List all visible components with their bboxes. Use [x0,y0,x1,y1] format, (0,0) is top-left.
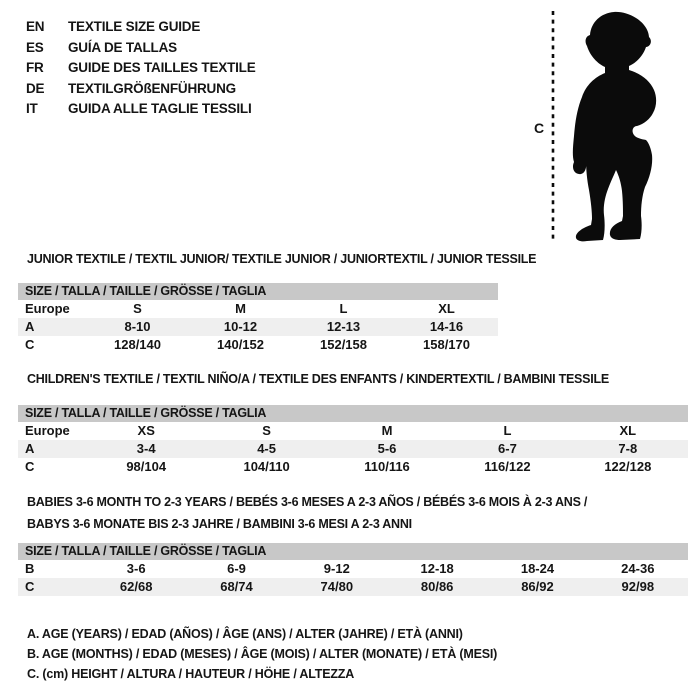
size-header-bar: SIZE / TALLA / TAILLE / GRÖSSE / TAGLIA [18,405,688,422]
size-header-bar: SIZE / TALLA / TAILLE / GRÖSSE / TAGLIA [18,543,688,560]
table-row-europe [18,422,688,440]
height-cell: 116/122 [484,459,531,474]
babies-size-table [18,543,688,596]
size-cell: XS [137,423,155,438]
size-header-bar: SIZE / TALLA / TAILLE / GRÖSSE / TAGLIA [18,283,498,300]
height-cell: 140/152 [217,337,264,352]
age-cell: 6-7 [498,441,517,456]
language-title-list [26,17,256,120]
row-label: Europe [25,423,70,438]
age-cell: 4-5 [257,441,276,456]
age-cell: 24-36 [621,561,655,576]
language-row-fr [26,58,256,79]
table-row-age [18,440,688,458]
legend-age-months: B. AGE (MONTHS) / EDAD (MESES) / ÂGE (MOIS) / ALTER (MONATE) / ETÀ (MESI) [27,647,498,661]
children-table-title: CHILDREN'S TEXTILE / TEXTIL NIÑO/A / TEXTILE DES ENFANTS / KINDERTEXTIL / BAMBINI TESSILE [27,372,609,386]
size-cell: L [503,423,512,438]
language-code: DE [26,80,45,96]
row-label: C [25,337,35,352]
table-row-age-months [18,560,688,578]
row-label: A [25,441,35,456]
table-row-age [18,318,498,336]
age-cell: 6-9 [227,561,246,576]
height-cell: 92/98 [621,579,655,594]
measure-legend [27,624,497,684]
baby-silhouette-graphic [528,4,688,250]
language-row-de [26,79,256,100]
legend-height-cm: C. (cm) HEIGHT / ALTURA / HAUTEUR / HÖHE / ALTEZZA [27,667,355,681]
babies-title-line-1: BABIES 3-6 MONTH TO 2-3 YEARS / BEBÉS 3-6 MESES A 2-3 AÑOS / BÉBÉS 3-6 MOIS À 2-3 ANS / [27,495,588,509]
age-cell: 14-16 [429,319,464,334]
language-code: IT [26,101,38,116]
age-cell: 7-8 [618,441,638,456]
age-cell: 12-18 [420,561,454,576]
language-row-en [26,17,256,38]
language-row-it [26,99,256,120]
size-cell: S [262,423,271,438]
table-row-europe [18,300,498,318]
age-cell: 9-12 [323,561,350,576]
junior-table-title: JUNIOR TEXTILE / TEXTIL JUNIOR/ TEXTILE JUNIOR / JUNIORTEXTIL / JUNIOR TESSILE [27,252,537,266]
height-cell: 86/92 [521,579,554,594]
size-cell: M [235,301,246,316]
language-title: GUÍA DE TALLAS [68,39,177,55]
baby-silhouette [573,12,656,241]
age-cell: 10-12 [223,319,258,334]
height-cell: 98/104 [126,459,167,474]
junior-size-table [18,283,498,354]
row-label: C [25,579,35,594]
height-cell: 158/170 [423,337,470,352]
language-title: GUIDE DES TAILLES TEXTILE [68,60,256,75]
size-cell: S [133,301,142,316]
age-cell: 8-10 [124,319,151,334]
table-row-height [18,458,688,476]
height-measure-label: C [534,120,545,136]
language-code: ES [26,39,44,55]
height-cell: 104/110 [243,459,290,474]
babies-table-title [27,491,587,535]
height-cell: 128/140 [114,337,161,352]
size-cell: M [381,423,393,438]
row-label: C [25,459,35,474]
row-label: B [25,561,35,576]
height-cell: 152/158 [320,337,367,352]
language-title: GUIDA ALLE TAGLIE TESSILI [68,101,252,116]
age-cell: 3-4 [136,441,156,456]
row-label: A [25,319,35,334]
size-cell: XL [438,301,455,316]
age-cell: 5-6 [377,441,397,456]
table-row-height [18,336,498,354]
height-cell: 80/86 [420,579,454,594]
height-cell: 122/128 [604,459,652,474]
language-row-es [26,38,256,59]
row-label: Europe [25,301,70,316]
age-cell: 3-6 [126,561,146,576]
babies-title-line-2: BABYS 3-6 MONATE BIS 2-3 JAHRE / BAMBINI 3-6 MESI A 2-3 ANNI [27,517,412,531]
children-size-table [18,405,688,476]
height-cell: 110/116 [364,459,410,474]
age-cell: 18-24 [520,561,555,576]
height-cell: 62/68 [119,579,153,594]
language-title: TEXTILGRÖßENFÜHRUNG [68,80,236,96]
language-code: EN [26,19,45,34]
language-title: TEXTILE SIZE GUIDE [68,19,201,34]
height-cell: 74/80 [320,579,354,594]
height-cell: 68/74 [220,579,253,594]
language-code: FR [26,60,44,75]
size-cell: XL [619,423,637,438]
size-figure [528,4,688,250]
legend-age-years: A. AGE (YEARS) / EDAD (AÑOS) / ÂGE (ANS) / ALTER (JAHRE) / ETÀ (ANNI) [27,627,463,641]
age-cell: 12-13 [326,319,361,334]
table-row-height [18,578,688,596]
size-cell: L [339,301,348,316]
